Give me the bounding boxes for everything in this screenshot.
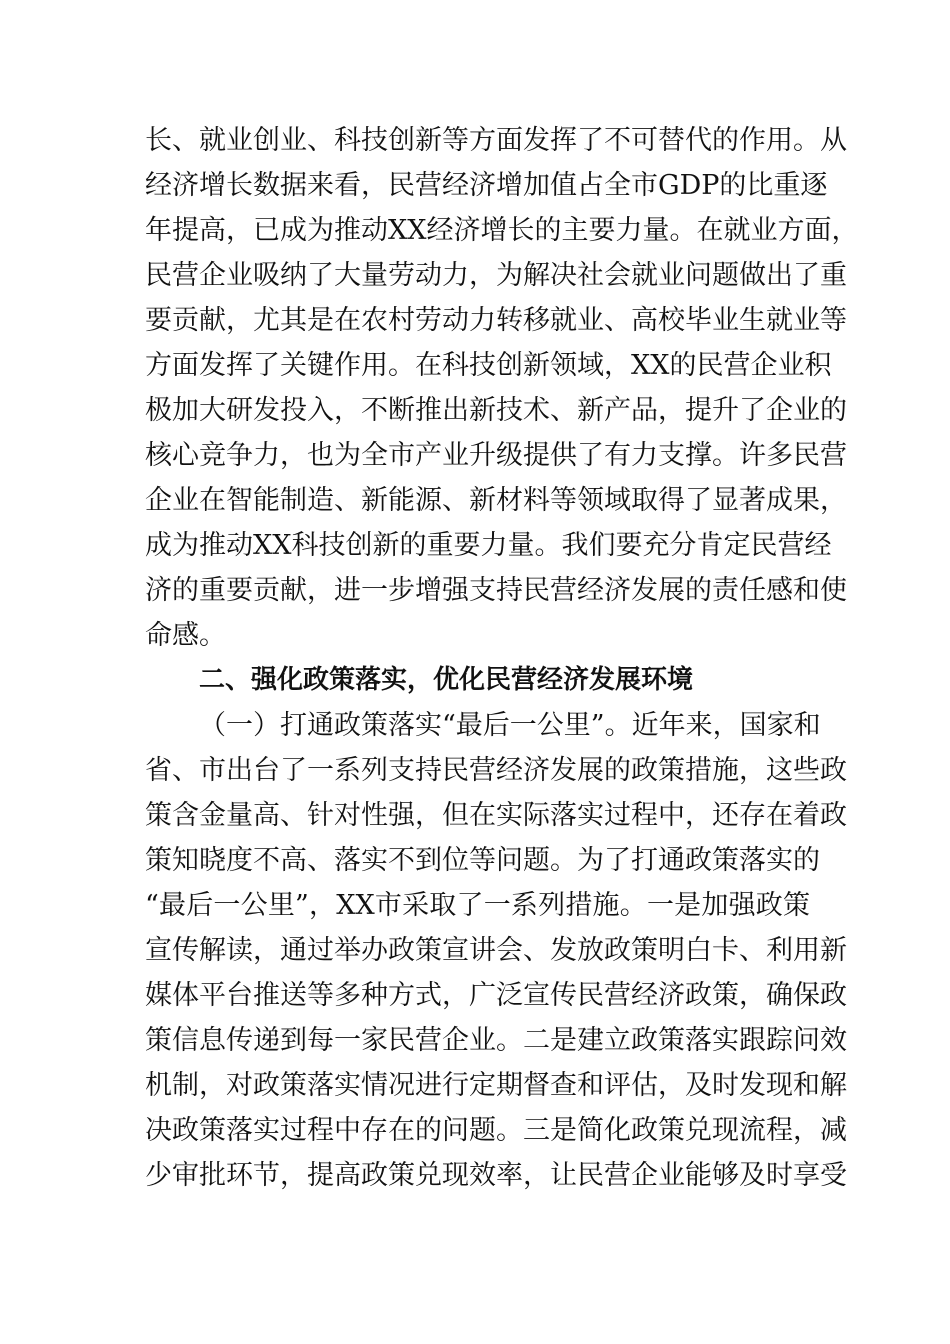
text-line: （一）打通政策落实“最后一公里”。近年来，国家和: [199, 710, 821, 741]
document-body: [145, 118, 859, 1198]
paragraph-policy: [145, 703, 847, 1198]
text-line: 企业在智能制造、新能源、新材料等领域取得了显著成果，: [145, 485, 847, 516]
text-line: 核心竞争力，也为全市产业升级提供了有力支撑。许多民营: [145, 440, 847, 471]
text-line: 年提高，已成为推动XX经济增长的主要力量。在就业方面，: [145, 215, 859, 246]
text-line: 少审批环节，提高政策兑现效率，让民营企业能够及时享受: [145, 1160, 847, 1191]
text-line: 民营企业吸纳了大量劳动力，为解决社会就业问题做出了重: [145, 260, 847, 291]
text-line: 极加大研发投入，不断推出新技术、新产品，提升了企业的: [145, 395, 847, 426]
text-line: 决政策落实过程中存在的问题。三是简化政策兑现流程，减: [145, 1115, 847, 1146]
paragraph-contribution: [145, 118, 859, 658]
text-line: 媒体平台推送等多种方式，广泛宣传民营经济政策，确保政: [145, 980, 847, 1011]
text-line: 成为推动XX科技创新的重要力量。我们要充分肯定民营经: [145, 530, 832, 561]
text-line: 省、市出台了一系列支持民营经济发展的政策措施，这些政: [145, 755, 847, 786]
text-line: 策信息传递到每一家民营企业。二是建立政策落实跟踪问效: [145, 1025, 847, 1056]
text-line: 济的重要贡献，进一步增强支持民营经济发展的责任感和使: [145, 575, 847, 606]
text-line: 策含金量高、针对性强，但在实际落实过程中，还存在着政: [145, 800, 847, 831]
text-line: 长、就业创业、科技创新等方面发挥了不可替代的作用。从: [145, 125, 847, 156]
text-line: 命感。: [145, 620, 226, 651]
text-line: 机制，对政策落实情况进行定期督查和评估，及时发现和解: [145, 1070, 847, 1101]
text-line: 策知晓度不高、落实不到位等问题。为了打通政策落实的: [145, 845, 820, 876]
text-line: 方面发挥了关键作用。在科技创新领域，XX的民营企业积: [145, 350, 832, 381]
text-line: 要贡献，尤其是在农村劳动力转移就业、高校毕业生就业等: [145, 305, 847, 336]
text-line: 经济增长数据来看，民营经济增加值占全市GDP的比重逐: [145, 170, 828, 201]
section-heading: 二、强化政策落实，优化民营经济发展环境: [199, 665, 694, 695]
text-line: “最后一公里”，XX市采取了一系列措施。一是加强政策: [145, 890, 810, 921]
text-line: 宣传解读，通过举办政策宣讲会、发放政策明白卡、利用新: [145, 935, 847, 966]
